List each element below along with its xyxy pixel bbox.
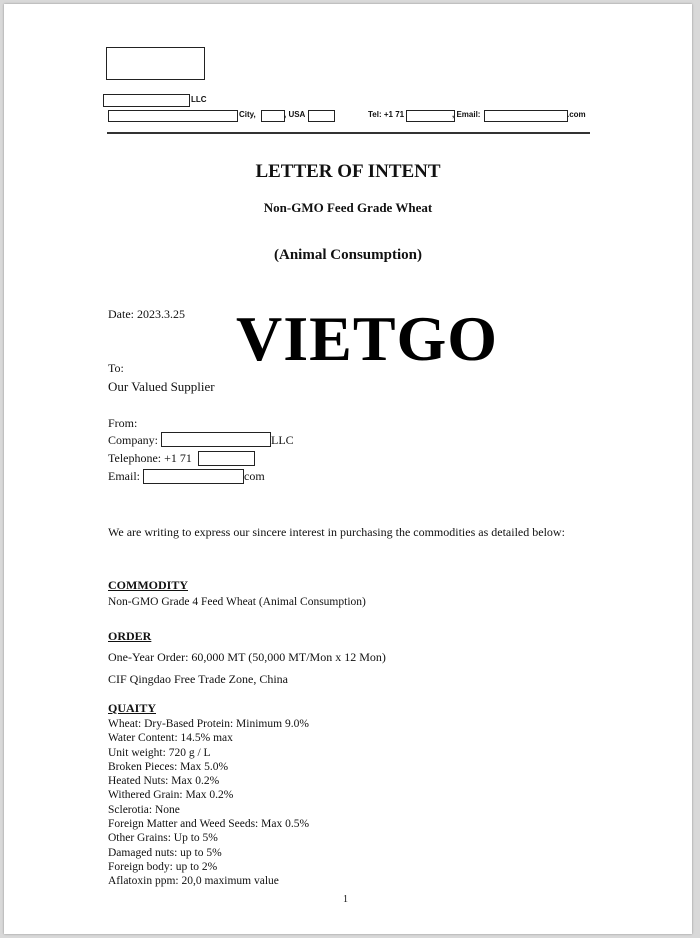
product-title: Non-GMO Feed Grade Wheat bbox=[263, 200, 433, 215]
quality-item: Heated Nuts: Max 0.2% bbox=[108, 775, 220, 788]
usage-title: (Animal Consumption) bbox=[274, 247, 422, 263]
to-label: To: bbox=[108, 361, 124, 375]
quality-item: Foreign Matter and Weed Seeds: Max 0.5% bbox=[108, 818, 310, 831]
city-redaction bbox=[261, 110, 285, 122]
order-line-1: One-Year Order: 60,000 MT (50,000 MT/Mon x 12 Mon) bbox=[108, 650, 386, 664]
from-telephone-label: Telephone: +1 71 bbox=[108, 451, 192, 465]
quality-item: Broken Pieces: Max 5.0% bbox=[108, 760, 229, 773]
to-value: Our Valued Supplier bbox=[108, 379, 215, 394]
header-city-label: City, bbox=[239, 110, 256, 119]
quality-item: Foreign body: up to 2% bbox=[108, 860, 218, 873]
from-email-redaction bbox=[143, 469, 244, 484]
header-divider bbox=[107, 132, 590, 134]
document-page bbox=[4, 4, 692, 934]
header-usa-label: , USA bbox=[284, 110, 306, 119]
company-name-redaction bbox=[103, 94, 190, 107]
quality-heading: QUAITY bbox=[108, 701, 157, 715]
header-email-label: , Email: bbox=[452, 110, 481, 119]
from-telephone-redaction bbox=[198, 451, 255, 466]
order-heading: ORDER bbox=[108, 629, 152, 643]
quality-item: Withered Grain: Max 0.2% bbox=[108, 789, 234, 802]
quality-item: Sclerotia: None bbox=[108, 803, 180, 816]
header-email-suffix: .com bbox=[567, 110, 586, 119]
from-company-redaction bbox=[161, 432, 271, 447]
address-redaction bbox=[108, 110, 238, 122]
from-label: From: bbox=[108, 416, 138, 430]
page-number: 1 bbox=[343, 894, 348, 905]
quality-list bbox=[108, 717, 309, 889]
header-llc: LLC bbox=[191, 95, 207, 104]
document-title: LETTER OF INTENT bbox=[255, 161, 441, 182]
quality-item: Damaged nuts: up to 5% bbox=[108, 846, 222, 859]
zip-redaction bbox=[308, 110, 335, 122]
quality-item: Aflatoxin ppm: 20,0 maximum value bbox=[108, 875, 279, 888]
quality-item: Water Content: 14.5% max bbox=[108, 732, 233, 745]
watermark-logo: VIETGO bbox=[236, 303, 499, 374]
from-company-label: Company: bbox=[108, 433, 158, 447]
phone-redaction bbox=[406, 110, 455, 122]
quality-item: Wheat: Dry-Based Protein: Minimum 9.0% bbox=[108, 718, 309, 730]
header-tel-label: Tel: +1 71 bbox=[368, 110, 405, 119]
email-redaction bbox=[484, 110, 568, 122]
from-email-label: Email: bbox=[108, 469, 140, 483]
commodity-heading: COMMODITY bbox=[108, 578, 188, 592]
intro-paragraph: We are writing to express our sincere interest in purchasing the commodities as detailed below: bbox=[108, 525, 565, 539]
quality-item: Other Grains: Up to 5% bbox=[108, 832, 218, 845]
quality-item: Unit weight: 720 g / L bbox=[108, 746, 211, 759]
from-company-suffix: LLC bbox=[271, 433, 294, 447]
commodity-text: Non-GMO Grade 4 Feed Wheat (Animal Consumption) bbox=[108, 596, 366, 608]
from-email-suffix: com bbox=[244, 469, 265, 483]
order-line-2: CIF Qingdao Free Trade Zone, China bbox=[108, 672, 288, 686]
logo-placeholder bbox=[106, 47, 205, 80]
date-line: Date: 2023.3.25 bbox=[108, 307, 185, 321]
